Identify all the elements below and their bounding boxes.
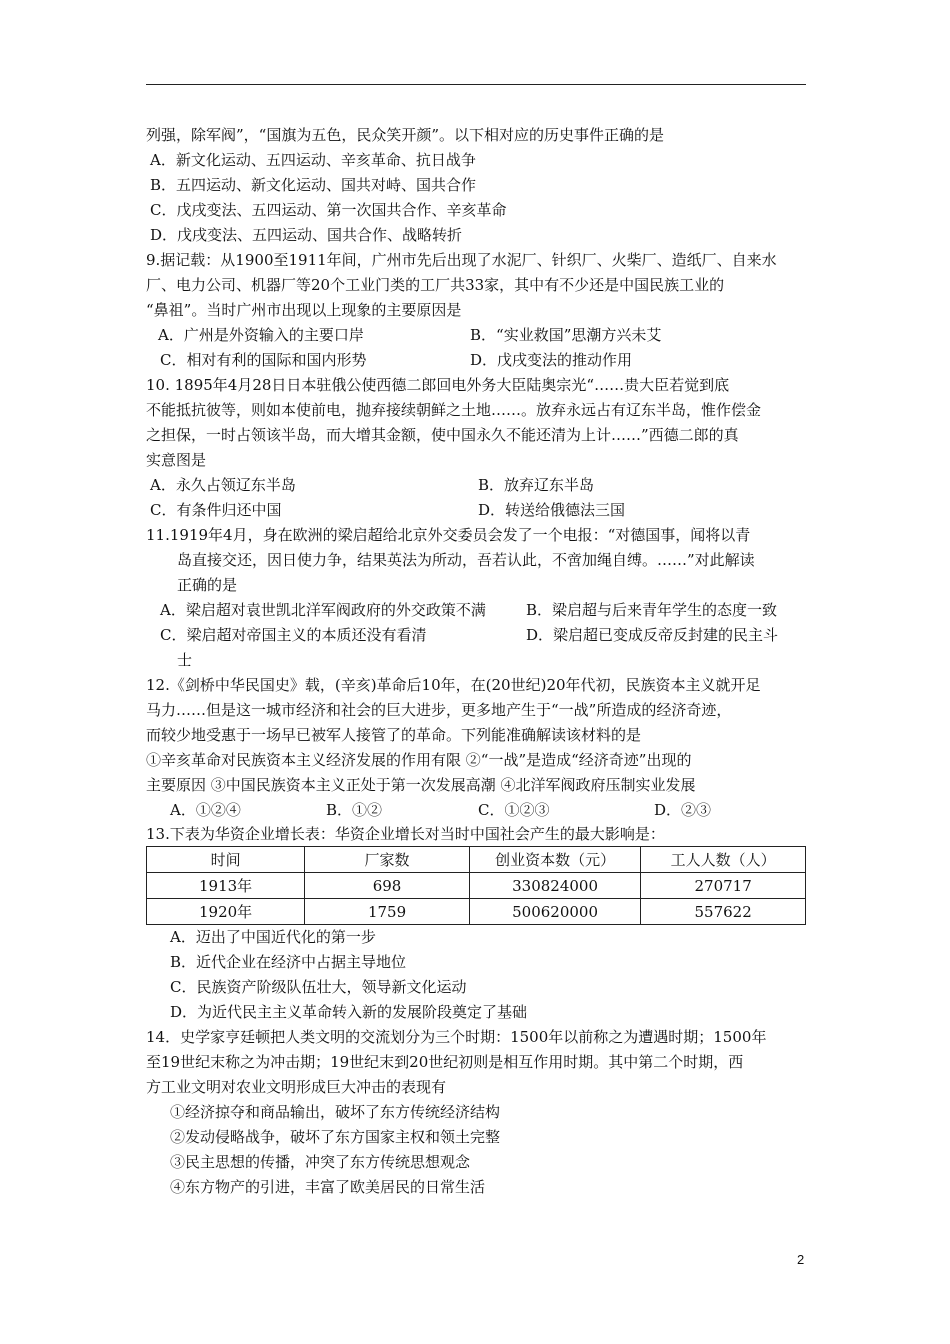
page-number: 2 [797,1252,805,1267]
question-11: 11.1919年4月，身在欧洲的梁启超给北京外交委员会发了一个电报：“对德国事，闻将以青 [146,526,751,544]
statement-2: ②发动侵略战争，破坏了东方国家主权和领土完整 [170,1128,501,1146]
option-b: B．“实业救国”思潮方兴未艾 [470,326,662,344]
option-d: D．为近代民主主义革命转入新的发展阶段奠定了基础 [170,1003,528,1021]
option-b: B．①② [326,801,383,819]
table-row [147,873,806,899]
text-line: 主要原因 ③中国民族资本主义正处于第一次发展高潮 ④北洋军阀政府压制实业发展 [146,776,696,794]
option-b: B．梁启超与后来青年学生的态度一致 [526,601,778,619]
table-header: 创业资本数（元） [469,847,640,873]
text-line: 正确的是 [177,576,238,594]
option-b: B．放弃辽东半岛 [478,476,595,494]
table-header-row [147,847,806,873]
enterprise-growth-table [146,846,806,925]
table-cell: 1759 [305,899,470,925]
text-line: 方工业文明对农业文明形成巨大冲击的表现有 [146,1078,447,1096]
option-d: D．戊戌变法的推动作用 [470,351,633,369]
option-c: C．相对有利的国际和国内形势 [160,351,367,369]
table-row [147,899,806,925]
table-cell: 330824000 [469,873,640,899]
option-b: B．近代企业在经济中占据主导地位 [170,953,407,971]
option-a: A．①②④ [170,801,241,819]
question-9: 9.据记载：从1900至1911年间，广州市先后出现了水泥厂、针织厂、火柴厂、造纸厂、自来水 [146,251,777,269]
option-c: C．①②③ [478,801,550,819]
table-header: 厂家数 [305,847,470,873]
table-header: 时间 [147,847,305,873]
statement-3: ③民主思想的传播，冲突了东方传统思想观念 [170,1153,471,1171]
statement-4: ④东方物产的引进，丰富了欧美居民的日常生活 [170,1178,486,1196]
text-line: 岛直接交还，因日使力争，结果英法为所动，吾若认此，不啻加绳自缚。……”对此解读 [177,551,755,569]
option-a: A．永久占领辽东半岛 [150,476,296,494]
header-rule [146,84,806,85]
question-13: 13.下表为华资企业增长表：华资企业增长对当时中国社会产生的最大影响是： [146,825,665,843]
option-d: D．梁启超已变成反帝反封建的民主斗 [526,626,779,644]
text-line: 而较少地受惠于一场早已被军人接管了的革命。下列能准确解读该材料的是 [146,726,642,744]
option-c: C．梁启超对帝国主义的本质还没有看清 [160,626,427,644]
table-cell: 1913年 [147,873,305,899]
text-line: ①辛亥革命对民族资本主义经济发展的作用有限 ②“一战”是造成“经济奇迹”出现的 [146,751,692,769]
option-a: A．迈出了中国近代化的第一步 [170,928,376,946]
option-a: A．广州是外资输入的主要口岸 [158,326,364,344]
question-10: 10. 1895年4月28日日本驻俄公使西德二郎回电外务大臣陆奥宗光“……贵大臣若觉到底 [146,376,730,394]
text-line: 马力……但是这一城市经济和社会的巨大进步，更多地产生于“一战”所造成的经济奇迹， [146,701,732,719]
option-c: C．有条件归还中国 [150,501,282,519]
option-d: D．转送给俄德法三国 [478,501,626,519]
option-d: D．②③ [654,801,712,819]
table-cell: 500620000 [469,899,640,925]
table-cell: 557622 [641,899,806,925]
text-line: 之担保，一时占领该半岛，而大增其金额，使中国永久不能还清为上计……”西德二郎的真 [146,426,739,444]
text-line: 不能抵抗彼等，则如本使前电，抛弃接续朝鲜之土地……。放弃永远占有辽东半岛，惟作偿金 [146,401,762,419]
option-a: A．梁启超对袁世凯北洋军阀政府的外交政策不满 [160,601,486,619]
text-line: 士 [177,651,193,669]
table-header: 工人人数（人） [641,847,806,873]
text-line: 列强，除军阀”，“国旗为五色，民众笑开颜”。以下相对应的历史事件正确的是 [146,126,665,144]
table-cell: 270717 [641,873,806,899]
text-line: 厂、电力公司、机器厂等20个工业门类的工厂共33家，其中有不少还是中国民族工业的 [146,276,725,294]
text-line: 至19世纪末称之为冲击期；19世纪末到20世纪初则是相互作用时期。其中第二个时期，西 [146,1053,744,1071]
text-line: 实意图是 [146,451,207,469]
option-a: A．新文化运动、五四运动、辛亥革命、抗日战争 [150,151,476,169]
text-line: “鼻祖”。当时广州市出现以上现象的主要原因是 [146,301,462,319]
option-d: D．戊戌变法、五四运动、国共合作、战略转折 [150,226,463,244]
question-14: 14．史学家亨廷顿把人类文明的交流划分为三个时期：1500年以前称之为遭遇时期；1500年 [146,1028,767,1046]
option-c: C．戊戌变法、五四运动、第一次国共合作、辛亥革命 [150,201,507,219]
statement-1: ①经济掠夺和商品输出，破坏了东方传统经济结构 [170,1103,501,1121]
table-cell: 1920年 [147,899,305,925]
question-12: 12.《剑桥中华民国史》载，(辛亥)革命后10年，在(20世纪)20年代初，民族资本主义就开足 [146,676,761,694]
option-b: B．五四运动、新文化运动、国共对峙、国共合作 [150,176,477,194]
option-c: C．民族资产阶级队伍壮大，领导新文化运动 [170,978,467,996]
table-cell: 698 [305,873,470,899]
